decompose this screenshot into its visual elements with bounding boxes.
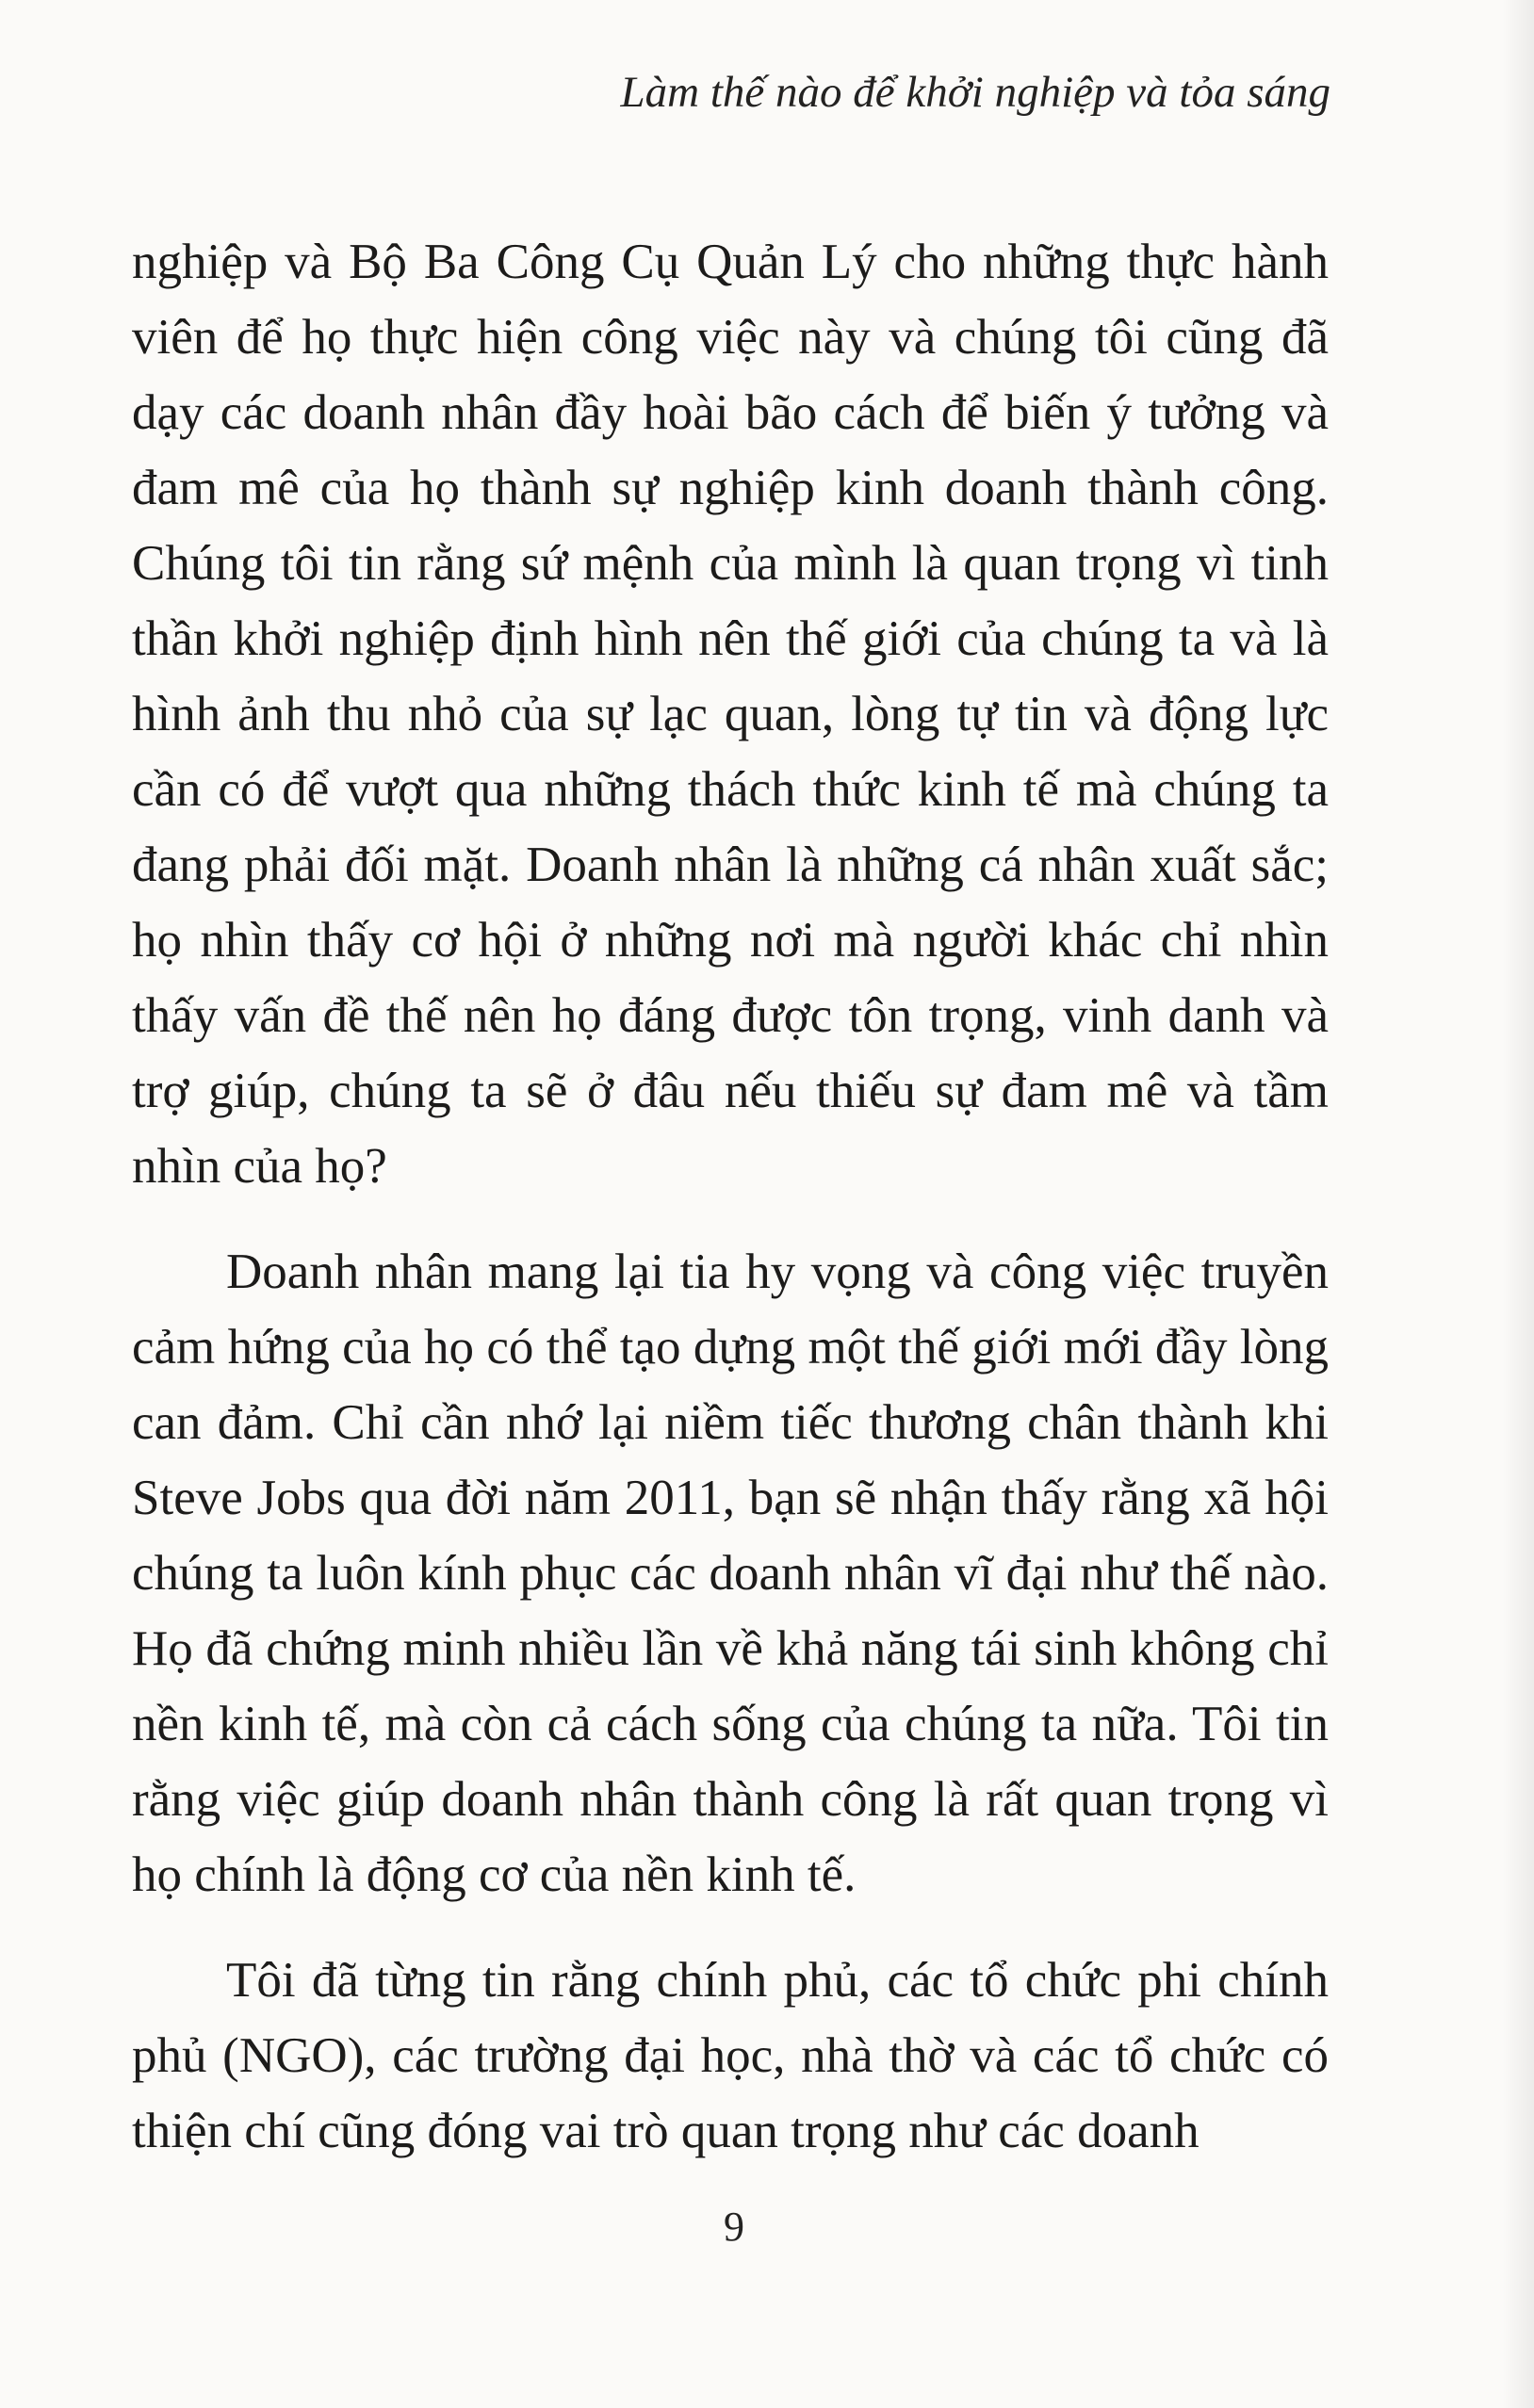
- paragraph-continued: nghiệp và Bộ Ba Công Cụ Quản Lý cho những thực hành viên để họ thực hiện công việc này và chúng tôi cũng đã dạy các doanh nhân đầy hoài bão cách để biến ý tưởng và đam mê của họ thành sự nghiệp kinh doanh thành công. Chúng tôi tin rằng sứ mệnh của mình là quan trọng vì tinh thần khởi nghiệp định hình nên thế giới của chúng ta và là hình ảnh thu nhỏ của sự lạc quan, lòng tự tin và động lực cần có để vượt qua những thách thức kinh tế mà chúng ta đang phải đối mặt. Doanh nhân là những cá nhân xuất sắc; họ nhìn thấy cơ hội ở những nơi mà người khác chỉ nhìn thấy vấn đề thế nên họ đáng được tôn trọng, vinh danh và trợ giúp, chúng ta sẽ ở đâu nếu thiếu sự đam mê và tầm nhìn của họ?: [132, 235, 1329, 1194]
- body-text: [132, 224, 1329, 2169]
- paragraph: Tôi đã từng tin rằng chính phủ, các tổ chức phi chính phủ (NGO), các trường đại học, nhà thờ và các tổ chức có thiện chí cũng đóng vai trò quan trọng như các doanh: [132, 1953, 1329, 2158]
- paragraph: Doanh nhân mang lại tia hy vọng và công việc truyền cảm hứng của họ có thể tạo dựng một thế giới mới đầy lòng can đảm. Chỉ cần nhớ lại niềm tiếc thương chân thành khi Steve Jobs qua đời năm 2011, bạn sẽ nhận thấy rằng xã hội chúng ta luôn kính phục các doanh nhân vĩ đại như thế nào. Họ đã chứng minh nhiều lần về khả năng tái sinh không chỉ nền kinh tế, mà còn cả cách sống của chúng ta nữa. Tôi tin rằng việc giúp doanh nhân thành công là rất quan trọng vì họ chính là động cơ của nền kinh tế.: [132, 1245, 1329, 1902]
- page-edge-shadow: [1502, 0, 1534, 2408]
- page-number: 9: [724, 2204, 744, 2250]
- running-header: Làm thế nào để khởi nghiệp và tỏa sáng: [620, 68, 1330, 117]
